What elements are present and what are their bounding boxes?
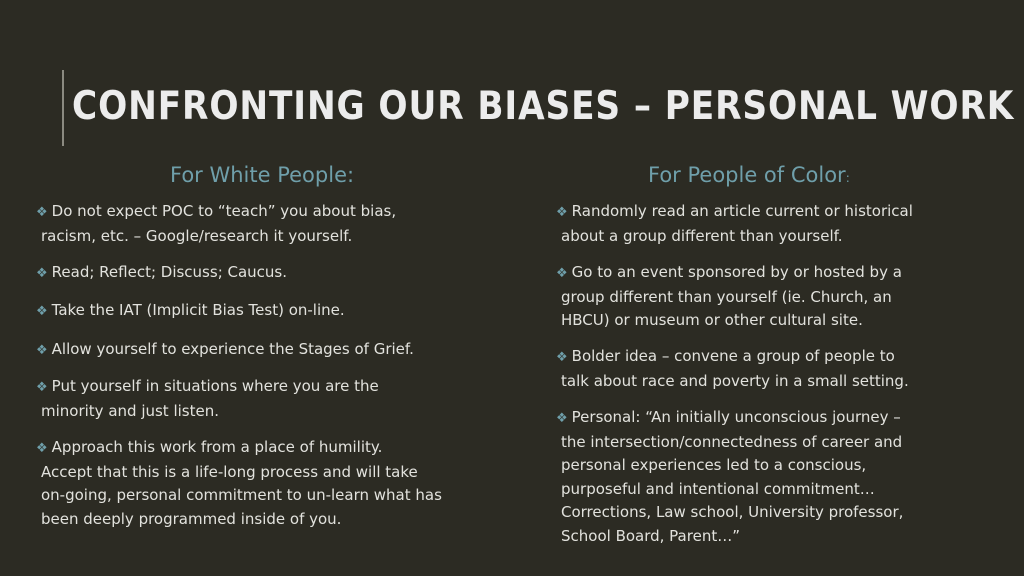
list-item: ❖ Bolder idea – convene a group of people to talk about race and poverty in a small setting.	[556, 347, 909, 390]
diamond-bullet-icon: ❖	[36, 441, 48, 456]
list-item: ❖ Approach this work from a place of humility. Accept that this is a life-long process and will take on-going, personal commitment to un-learn what has been deeply programmed inside of you.	[36, 438, 442, 528]
diamond-bullet-icon: ❖	[556, 411, 568, 426]
diamond-bullet-icon: ❖	[36, 380, 48, 395]
list-item: ❖ Do not expect POC to “teach” you about bias, racism, etc. – Google/research it yourself.	[36, 202, 397, 245]
diamond-bullet-icon: ❖	[36, 205, 48, 220]
diamond-bullet-icon: ❖	[556, 350, 568, 365]
right-column-heading-colon: :	[845, 171, 850, 185]
diamond-bullet-icon: ❖	[36, 343, 48, 358]
list-item: ❖ Take the IAT (Implicit Bias Test) on-line.	[36, 301, 345, 319]
list-item: ❖ Go to an event sponsored by or hosted by a group different than yourself (ie. Church, an HBCU) or museum or other cultural site.	[556, 263, 902, 329]
list-item: ❖ Randomly read an article current or historical about a group different than yourself.	[556, 202, 913, 245]
list-item: ❖ Allow yourself to experience the Stages of Grief.	[36, 340, 414, 358]
right-column-heading	[648, 160, 850, 193]
diamond-bullet-icon: ❖	[556, 266, 568, 281]
title-accent-bar	[62, 70, 64, 146]
list-item: ❖ Put yourself in situations where you are the minority and just listen.	[36, 377, 379, 420]
left-column-heading: For White People:	[170, 163, 355, 187]
diamond-bullet-icon: ❖	[36, 304, 48, 319]
diamond-bullet-icon: ❖	[36, 266, 48, 281]
list-item: ❖ Personal: “An initially unconscious journey – the intersection/connectedness of career and personal experiences led to a conscious, purposeful and intentional commitment… Corrections, Law school, University professor, School Board, Parent…”	[556, 408, 904, 545]
diamond-bullet-icon: ❖	[556, 205, 568, 220]
right-column-heading-text: For People of Color	[648, 163, 846, 187]
slide-title: CONFRONTING OUR BIASES – PERSONAL WORK	[72, 84, 1015, 129]
list-item: ❖ Read; Reflect; Discuss; Caucus.	[36, 263, 288, 281]
